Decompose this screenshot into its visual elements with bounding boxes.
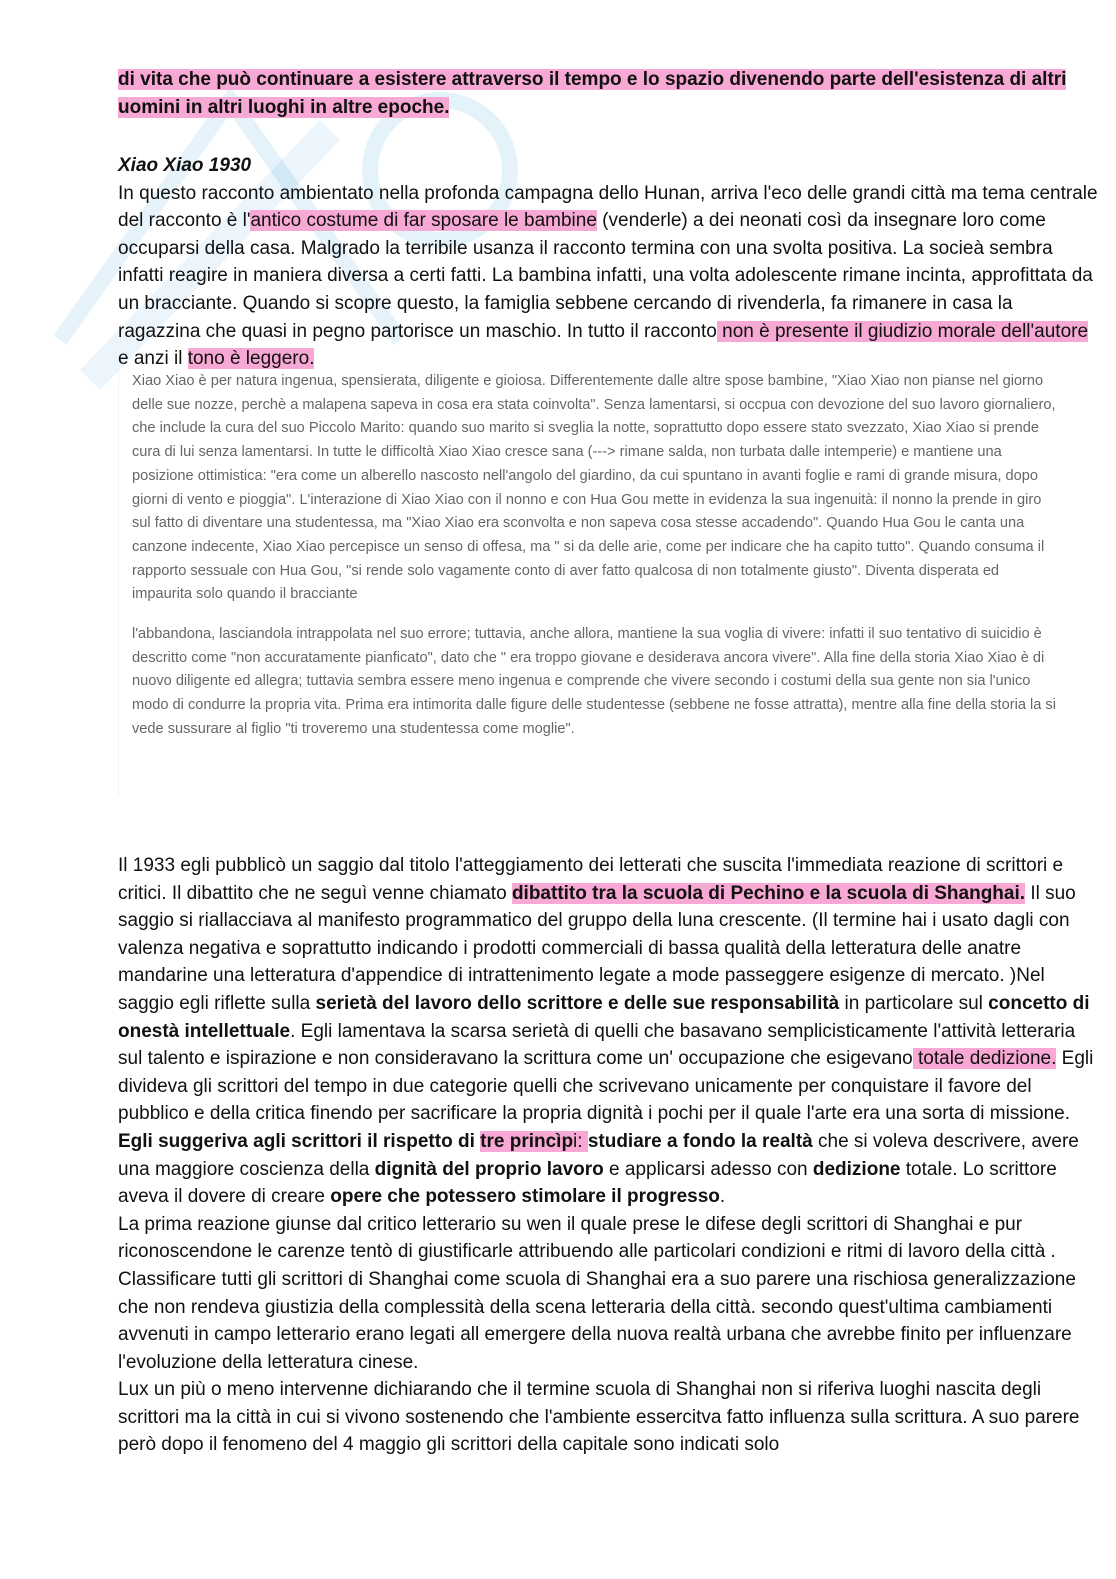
top-highlight-text: di vita che può continuare a esistere attraverso il tempo e lo spazio divenendo parte dell'esistenza di altri uomini in altri luoghi in altre epoche. [118,69,1067,118]
highlight-giudizio-morale: non è presente il giudizio morale dell'autore [716,320,1089,342]
quote-paragraph-2: l'abbandona, lasciandola intrappolata nel suo errore; tuttavia, anche allora, mantiene la sua voglia di vivere: infatti il suo tentativo di suicidio è descritto come "non accuratamente pianficato", dato che " era troppo giovane e desiderava ancora vivere". Alla fine della storia Xiao Xiao è di nuovo diligente ed allegra; tuttavia sembra essere meno ingenua e comprende che vivere secondo i costumi della sua gente non sia l'unico modo di condurre la propria vita. Prima era intimorita dalle figure delle studentesse (sebbene ne fosse attratta), mentre alla fine della storia la si vede sussurare al figlio "ti troveremo una studentessa come moglie". [132,626,1056,737]
debate-paragraph-3: Lux un più o meno intervenne dichiarando che il termine scuola di Shanghai non si riferiva luoghi nascita degli scrittori ma la città in cui si vivono sostenendo che l'ambiente essercitva fatto influenza sulla scrittura. A suo parere però dopo il fenomeno del 4 maggio gli scrittori della capitale sono indicati solo [118,1379,1080,1456]
debate-paragraph-1: Il 1933 egli pubblicò un saggio dal titolo l'atteggiamento dei letterati che suscita l'immediata reazione di scrittori e critici. Il dibattito che ne seguì venne chiamato dibattito tra la scuola di Pechino e la scuola di Shanghai. Il suo saggio si riallacciava al manifesto programmatico del gruppo della luna crescente. (Il termine hai i usato dagli con valenza negativa e soprattutto indicando i prodotti commerciali di bassa qualità della letteratura delle anatre mandarine una letteratura d'appendice di intrattenimento legate a mode passeggere esigenze di mercato. )Nel saggio egli riflette sulla serietà del lavoro dello scrittore e delle sue responsabilità in particolare sul concetto di onestà intellettuale. Egli lamentava la scarsa serietà di quelli che basavano semplicisticamente l'attività letteraria sul talento e ispirazione e non consideravano la scrittura come un' occupazione che esigevano totale dedizione. Egli divideva gli scrittori del tempo in due categorie quelli che scrivevano unicamente per conquistare il favore del pubblico e della critica finendo per sacrificare la propria dignità i pochi per il quale l'arte era una sorta di missione. Egli suggeriva agli scrittori il rispetto di tre princìpi: studiare a fondo la realtà che si voleva descrivere, avere una maggiore coscienza della dignità del proprio lavoro e applicarsi adesso con dedizione totale. Lo scrittore aveva il dovere di creare opere che potessero stimolare il progresso. [118,855,1094,1208]
section-xiao-xiao [118,152,1100,373]
quote-paragraph-1: Xiao Xiao è per natura ingenua, spensierata, diligente e gioiosa. Differentemente dalle altre spose bambine, "Xiao Xiao non pianse nel giorno delle sue nozze, perchè a malapena sapeva in cosa era stata coinvolta". Senza lamentarsi, si occpua con devozione del suo lavoro giornaliero, che include la cura del suo Piccolo Marito: quando suo marito si sveglia la notte, soprattutto dopo essere stato svezzato, Xiao Xiao si prende cura di lui senza lamentarsi. In tutte le difficoltà Xiao Xiao cresce sana (---> rimane salda, non turbata dalle intemperie) e mantiene una posizione ottimistica: "era come un alberello nascosto nell'angolo del giardino, da cui spuntano in avanti foglie e rami di grande misura, dopo giorni di vento e pioggia". L'interazione di Xiao Xiao con il nonno e con Hua Gou mette in evidenza la sua ingenuità: il nonno la prende in giro sul fatto di diventare una studentessa, ma "Xiao Xiao era sconvolta e non sapeva cosa stesse accadendo". Quando Hua Gou le canta una canzone indecente, Xiao Xiao percepisce un senso di offesa, ma " si da delle arie, come per indicare che ha capito tutto". Quando consuma il rapporto sessuale con Hua Gou, "si rende solo vagamente conto di aver fatto qualcosa di non totalmente giusto". Diventa disperata ed impaurita solo quando il bracciante [132,373,1056,603]
section-paragraph: In questo racconto ambientato nella profonda campagna dello Hunan, arriva l'eco delle grandi città ma tema centrale del racconto è l'antico costume di far sposare le bambine (venderle) a dei neonati così da insegnare loro come occuparsi della casa. Malgrado la terribile usanza il racconto termina con una svolta positiva. La socieà sembra infatti reagire in maniera diversa a certi fatti. La bambina infatti, una volta adolescente rimane incinta, approfittata da un bracciante. Quando si scopre questo, la famiglia sebbene cercando di rivenderla, fa rimanere in casa la ragazzina che quasi in pegno partorisce un maschio. In tutto il racconto non è presente il giudizio morale dell'autore e anzi il tono è leggero. [118,182,1098,370]
highlight-totale-dedizione: totale dedizione. [912,1048,1057,1070]
section-title: Xiao Xiao 1930 [118,155,252,176]
highlight-tre-principi: tre princìp [480,1130,574,1152]
highlight-tono-leggero: tono è leggero. [187,348,315,370]
section-debate [118,852,1100,1459]
highlight-antico-costume: antico costume di far sposare le bambine [250,210,597,232]
quoted-excerpt [118,370,1060,796]
debate-paragraph-2: La prima reazione giunse dal critico letterario su wen il quale prese le difese degli scrittori di Shanghai e pur riconoscendone le carenze tentò di giustificarle attribuendo alle particolari condizioni e ritmi di lavoro della città . Classificare tutti gli scrittori di Shanghai come scuola di Shanghai era a suo parere una rischiosa generalizzazione che non rendeva giustizia della complessità della scena letteraria della città. secondo quest'ultima cambiamenti avvenuti in campo letterario erano legati all emergere della nuova realtà urbana che avrebbe finito per influenzare l'evoluzione della letteratura cinese. [118,1213,1076,1373]
top-paragraph [118,66,1100,121]
highlight-dibattito: dibattito tra la scuola di Pechino e la scuola di Shanghai. [511,882,1026,904]
